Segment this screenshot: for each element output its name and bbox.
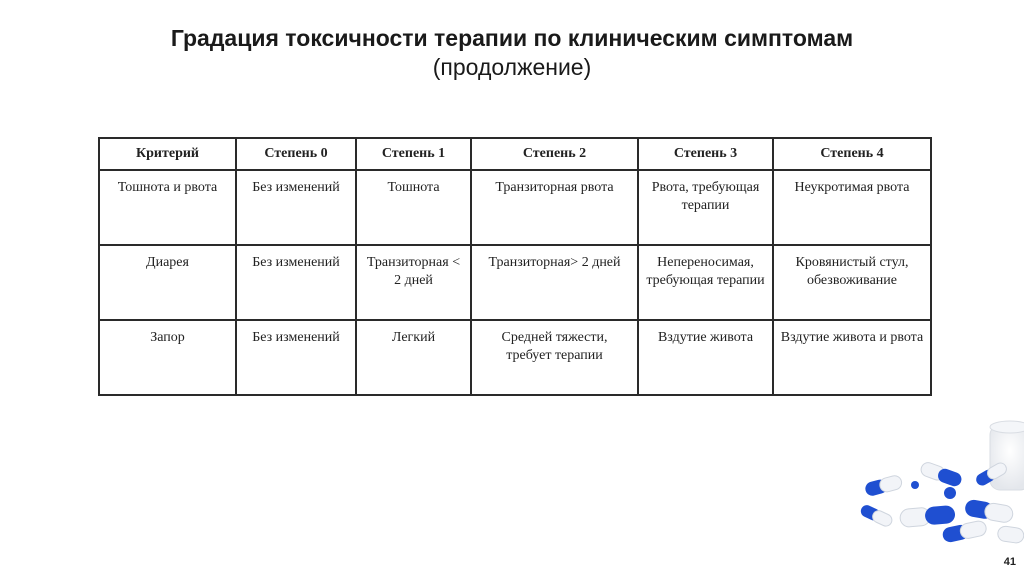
table-row <box>99 245 931 320</box>
table-header-row <box>99 138 931 170</box>
capsule-icon <box>859 503 894 528</box>
table-cell: Тошнота и рвота <box>99 170 236 245</box>
table-cell: Вздутие живота и рвота <box>773 320 931 395</box>
table-cell: Непереносимая, требующая терапии <box>638 245 773 320</box>
table-cell: Транзиторная рвота <box>471 170 638 245</box>
header-grade-4: Степень 4 <box>773 138 931 170</box>
table-cell: Средней тяжести, требует терапии <box>471 320 638 395</box>
table-cell: Без изменений <box>236 170 356 245</box>
page-number: 41 <box>1003 556 1016 568</box>
capsule-icon <box>964 499 1014 524</box>
tablet-icon <box>911 481 919 489</box>
slide-title <box>0 24 1024 82</box>
capsule-icon <box>864 474 903 497</box>
pills-decoration <box>830 415 1024 545</box>
pill-bottle-icon <box>990 421 1024 490</box>
header-grade-2: Степень 2 <box>471 138 638 170</box>
table-row <box>99 320 931 395</box>
table-cell: Без изменений <box>236 245 356 320</box>
header-criterion: Критерий <box>99 138 236 170</box>
header-grade-3: Степень 3 <box>638 138 773 170</box>
table-cell: Тошнота <box>356 170 471 245</box>
table-cell: Транзиторная < 2 дней <box>356 245 471 320</box>
table-cell: Неукротимая рвота <box>773 170 931 245</box>
table-cell: Без изменений <box>236 320 356 395</box>
header-grade-0: Степень 0 <box>236 138 356 170</box>
header-grade-1: Степень 1 <box>356 138 471 170</box>
table-cell: Кровянистый стул, обезвоживание <box>773 245 931 320</box>
capsule-icon <box>919 461 963 489</box>
table-cell: Легкий <box>356 320 471 395</box>
title-main: Градация токсичности терапии по клиническим симптомам <box>170 25 854 51</box>
table-row <box>99 170 931 245</box>
toxicity-table <box>98 137 932 396</box>
table-cell: Диарея <box>99 245 236 320</box>
table-cell: Запор <box>99 320 236 395</box>
table-cell: Вздутие живота <box>638 320 773 395</box>
table-cell: Рвота, требующая терапии <box>638 170 773 245</box>
table-cell: Транзиторная> 2 дней <box>471 245 638 320</box>
title-subtitle: (продолжение) <box>432 54 592 80</box>
capsule-icon <box>997 525 1024 543</box>
tablet-icon <box>944 487 956 499</box>
capsule-icon <box>899 505 955 528</box>
